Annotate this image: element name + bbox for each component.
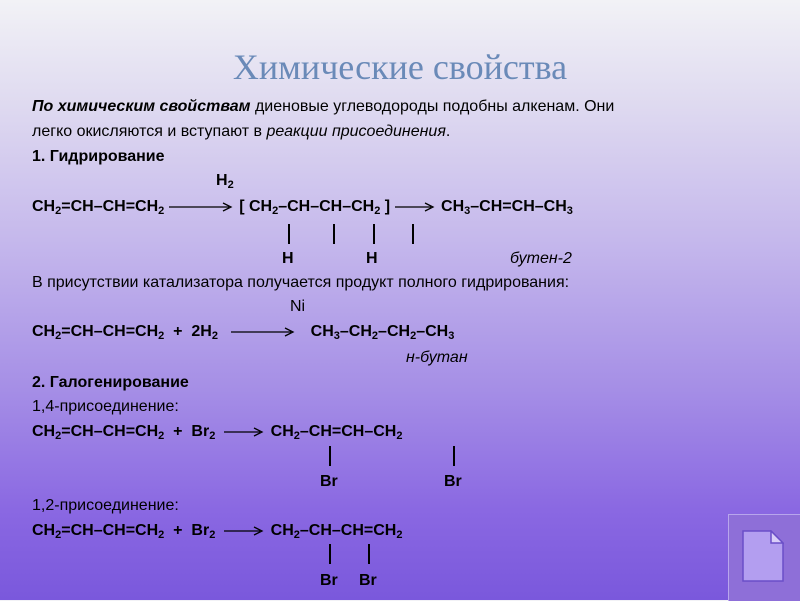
bond-line (373, 224, 375, 244)
bond-line (288, 224, 290, 244)
intro-line-2 (32, 123, 450, 141)
slide-title: Химические свойства (232, 47, 568, 87)
intro-text: диеновые углеводороды подобны алкенам. Они (250, 98, 615, 115)
bond-line (368, 544, 370, 564)
halogenation-1-4-equation: $CH_2=CH-CH=CH_2 + Br_2$ $CH_2-CH=CH-CH_2$ (32, 423, 403, 442)
arrow-icon (224, 427, 266, 437)
arrow-icon (224, 526, 266, 536)
br-label: Br (359, 572, 377, 589)
arrow-icon (169, 202, 235, 212)
subheading-1-4: 1,4-присоединение: (32, 398, 179, 415)
bond-line (412, 224, 414, 244)
catalyst-text: В присутствии катализатора получается продукт полного гидрирования: (32, 274, 570, 291)
catalyst-label: Ni (290, 298, 306, 315)
br-label: Br (320, 473, 338, 490)
arrow-icon (395, 202, 437, 212)
br-label: Br (444, 473, 462, 490)
section2-heading: 2. Галогенирование (32, 374, 189, 391)
bond-line (329, 544, 331, 564)
bond-line (333, 224, 335, 244)
product: $CH_3-CH=CH-CH_3$ (441, 198, 573, 217)
bond-line (329, 446, 331, 466)
h-label: H (282, 250, 294, 267)
arrow-icon (231, 327, 297, 337)
section1-heading: 1. Гидрирование (32, 148, 165, 165)
intro-text-2: легко окисляются и вступают в (32, 123, 267, 140)
h-label: H (366, 250, 378, 267)
h2-over-arrow: $H_2$ (216, 172, 234, 191)
intermediate: [ $CH_2-CH-CH-CH_2$ ] (239, 198, 391, 217)
subheading-1-2: 1,2-присоединение: (32, 497, 179, 514)
full-hydrogenation-equation: $CH_2=CH-CH=CH_2 + 2H_2$ $CH_3-CH_2-CH_2-CH_3$ (32, 323, 455, 342)
reactant: $CH_2=CH-CH=CH_2$ (32, 198, 165, 217)
document-icon (742, 530, 784, 582)
intro-line-1 (32, 98, 614, 116)
br-label: Br (320, 572, 338, 589)
hydrogenation-equation (32, 198, 573, 216)
bond-line (453, 446, 455, 466)
intro-emphasis-2: реакции присоединения (266, 123, 446, 140)
intro-period: . (445, 123, 451, 140)
intro-emphasis: По химическим свойствам (32, 98, 251, 115)
full-product-name: н-бутан (406, 349, 468, 366)
product-name: бутен-2 (510, 250, 572, 267)
halogenation-1-2-equation: $CH_2=CH-CH=CH_2 + Br_2$ $CH_2-CH-CH=CH_2$ (32, 522, 403, 541)
